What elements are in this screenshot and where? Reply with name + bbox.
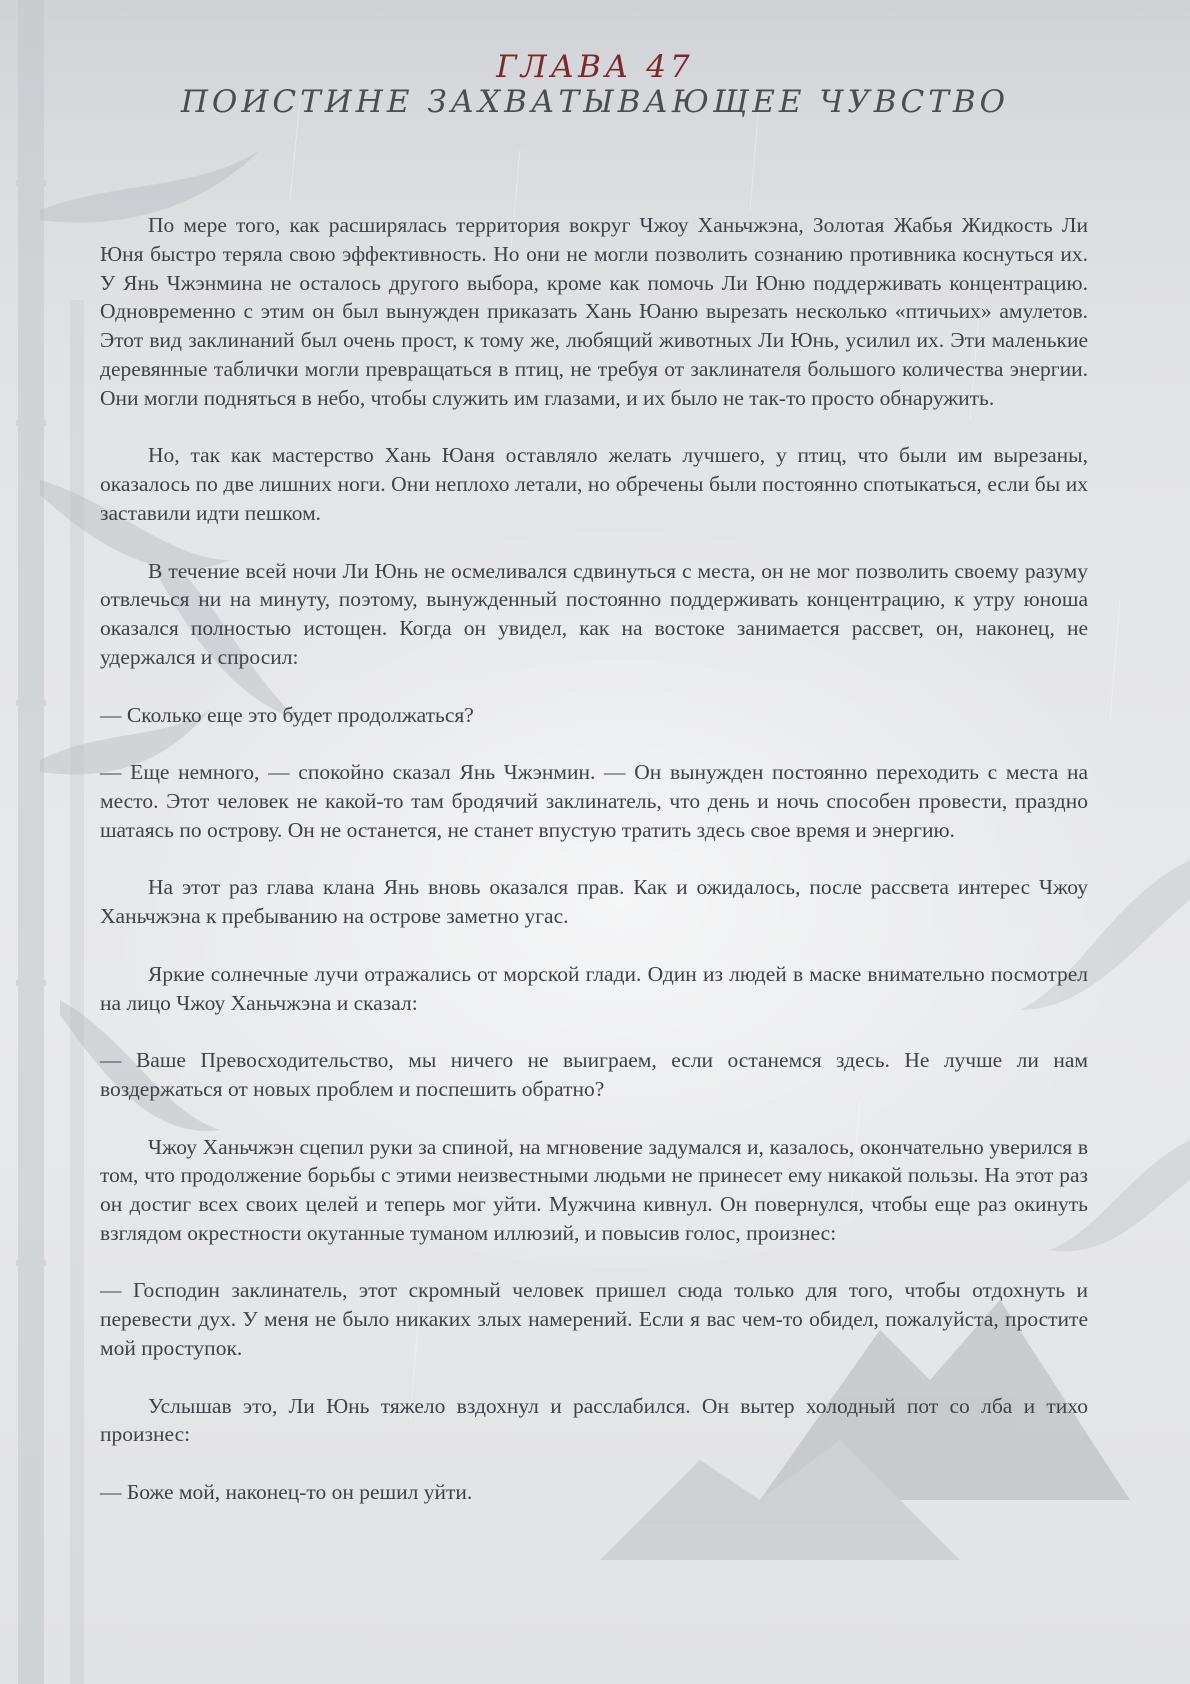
paragraph-narration: Но, так как мастерство Хань Юаня оставляло желать лучшего, у птиц, что были им вырезаны, оказалось по две лишних ноги. Они неплохо летали, но обречены были постоянно спотыкаться, если бы их заставили идти пешком.: [100, 443, 1088, 525]
paragraph-narration: Услышав это, Ли Юнь тяжело вздохнул и расслабился. Он вытер холодный пот со лба и тихо произнес:: [100, 1393, 1088, 1447]
paragraph-narration: На этот раз глава клана Янь вновь оказался прав. Как и ожидалось, после рассвета интерес Чжоу Ханьчжэна к пребыванию на острове заметно угас.: [100, 875, 1088, 929]
paragraph-narration: По мере того, как расширялась территория вокруг Чжоу Ханьчжэна, Золотая Жабья Жидкость Ли Юня быстро теряла свою эффективность. Но они не могли позволить сознанию противника коснуться их. У Янь Чжэнмина не осталось другого выбора, кроме как помочь Ли Юню поддерживать концентрацию. Одновременно с этим он был вынужден приказать Хань Юаню вырезать несколько «птичьих» амулетов. Этот вид заклинаний был очень прост, к тому же, любящий животных Ли Юнь, усилил их. Эти маленькие деревянные таблички могли превращаться в птиц, не требуя от заклинателя большого количества энергии. Они могли подняться в небо, чтобы служить им глазами, и их было не так-то просто обнаружить.: [100, 213, 1088, 410]
paragraph-narration: В течение всей ночи Ли Юнь не осмеливался сдвинуться с места, он не мог позволить своему разуму отвлечься ни на минуту, поэтому, вынужденный постоянно поддерживать концентрацию, к утру юноша оказался полностью истощен. Когда он увидел, как на востоке занимается рассвет, он, наконец, не удержался и спросил:: [100, 558, 1088, 669]
paragraph-dialog: — Боже мой, наконец-то он решил уйти.: [100, 1480, 473, 1505]
chapter-number: ГЛАВА 47: [496, 49, 694, 85]
paragraph-narration: Чжоу Ханьчжэн сцепил руки за спиной, на мгновение задумался и, казалось, окончательно уверился в том, что продолжение борьбы с этими неизвестными людьми не принесет ему никакой пользы. На этот раз он достиг всех своих целей и теперь мог уйти. Мужчина кивнул. Он повернулся, чтобы еще раз окинуть взглядом окрестности окутанные туманом иллюзий, и повысив голос, произнес:: [100, 1134, 1088, 1245]
chapter-header: [0, 50, 1190, 120]
paragraph-dialog: — Еще немного, — спокойно сказал Янь Чжэнмин. — Он вынужден постоянно переходить с места на место. Этот человек не какой-то там бродячий заклинатель, что день и ночь способен провести, праздно шатаясь по острову. Он не останется, не станет впустую тратить здесь свое время и энергию.: [100, 760, 1088, 842]
paragraph-narration: Яркие солнечные лучи отражались от морской глади. Один из людей в маске внимательно посмотрел на лицо Чжоу Ханьчжэна и сказал:: [100, 961, 1088, 1015]
paragraph-dialog: — Господин заклинатель, этот скромный человек пришел сюда только для того, чтобы отдохнуть и перевести дух. У меня не было никаких злых намерений. Если я вас чем-то обидел, пожалуйста, простите мой проступок.: [100, 1278, 1088, 1361]
paragraph-dialog: — Ваше Превосходительство, мы ничего не выиграем, если останемся здесь. Не лучше ли нам воздержаться от новых проблем и поспешить обратно?: [100, 1048, 1088, 1101]
chapter-title: ПОИСТИНЕ ЗАХВАТЫВАЮЩЕЕ ЧУВСТВО: [180, 84, 1010, 120]
chapter-body: [100, 211, 1088, 1536]
paragraph-dialog: — Сколько еще это будет продолжаться?: [100, 702, 474, 727]
